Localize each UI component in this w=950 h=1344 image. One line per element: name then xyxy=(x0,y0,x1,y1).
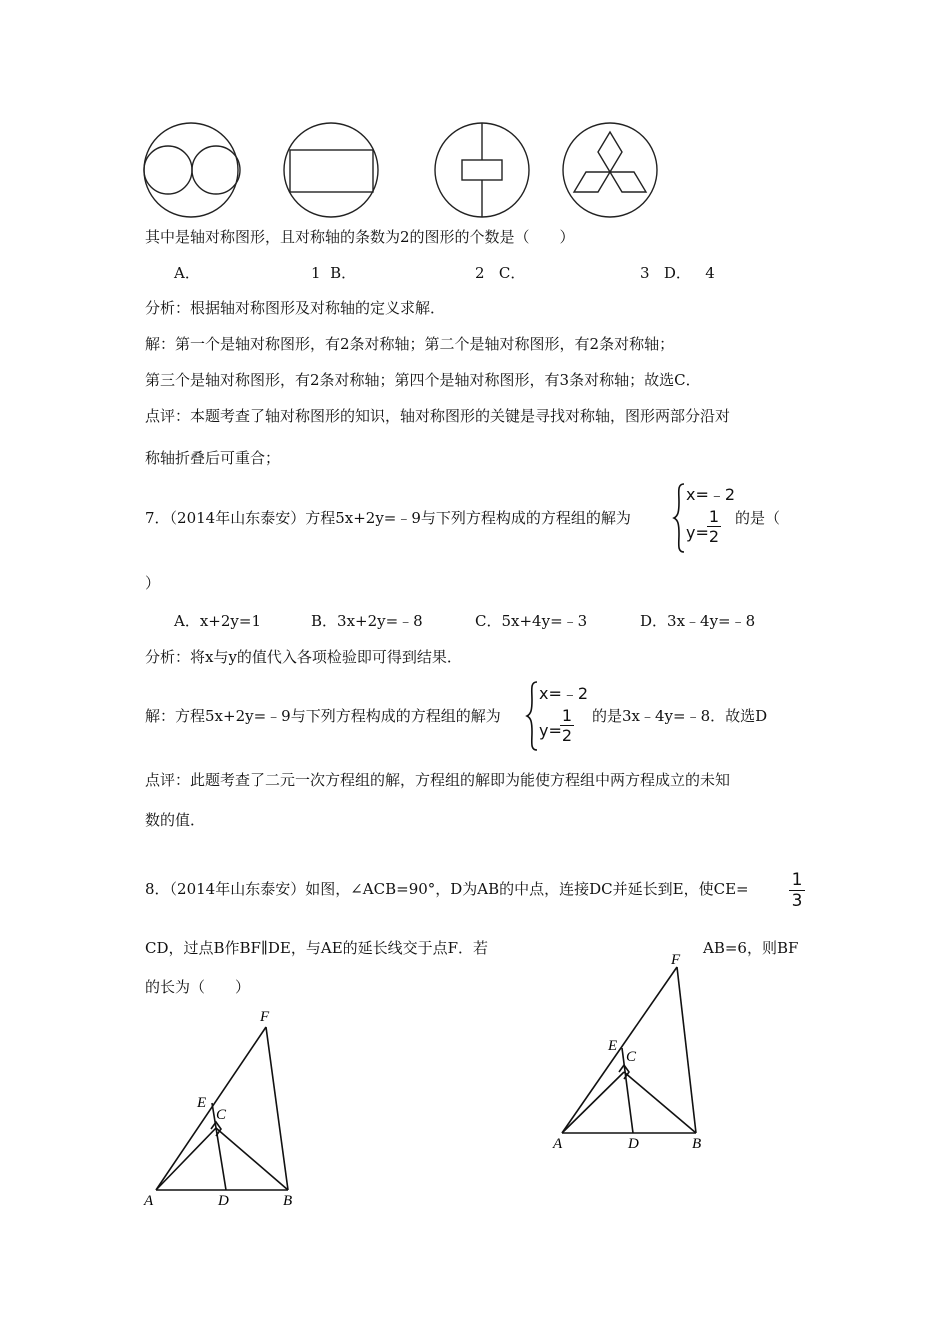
q8-stem-2b: AB=6，则BF xyxy=(703,939,799,957)
q8-stem-3: 的长为（ ） xyxy=(145,978,251,996)
q8-figure-inline xyxy=(550,950,720,1155)
q7-solution-frac-num: 1 xyxy=(561,706,573,725)
q8-figure-main xyxy=(140,1005,310,1215)
q8-main-label-d: D xyxy=(218,1193,229,1209)
q6-option-c xyxy=(475,263,525,283)
q8-main-label-f: F xyxy=(260,1009,270,1025)
q8-fraction xyxy=(789,870,805,911)
q7-solution-tail: 的是3x﹣4y=﹣8．故选D xyxy=(592,707,768,725)
q7-frac-num: 1 xyxy=(708,507,720,526)
q7-sys-y: y= xyxy=(686,523,709,542)
q7-solution-head: 解：方程5x+2y=﹣9与下列方程构成的方程组的解为 xyxy=(145,707,501,725)
q8-inline-label-c: C xyxy=(626,1049,637,1065)
q6-option-a xyxy=(174,263,200,283)
q8-inline-label-a: A xyxy=(553,1136,563,1152)
q6-option-d-value: 4 xyxy=(705,264,715,282)
q8-main-label-b: B xyxy=(283,1193,293,1209)
q7-option-d: D．3x﹣4y=﹣8 xyxy=(640,612,756,630)
q7-solution-fraction xyxy=(560,706,574,745)
q6-option-c-label: C． xyxy=(498,264,526,282)
q7-comment-2: 数的值． xyxy=(145,811,206,829)
q8-frac-den: 3 xyxy=(789,890,805,911)
q6-solution-2: 第三个是轴对称图形，有2条对称轴；第四个是轴对称图形，有3条对称轴；故选C． xyxy=(145,371,701,389)
q6-option-b-value: 2 xyxy=(475,264,485,282)
figure-three-rhombi xyxy=(563,123,657,217)
symmetry-figures xyxy=(140,122,670,222)
q8-main-label-e: E xyxy=(197,1095,207,1111)
q6-option-d xyxy=(640,263,715,283)
figure-two-circles xyxy=(144,123,240,217)
q7-option-c: C．5x+4y=﹣3 xyxy=(475,612,588,630)
q6-comment-2: 称轴折叠后可重合； xyxy=(145,449,281,467)
q7-solution-frac-den: 2 xyxy=(561,726,573,745)
q7-option-a: A．x+2y=1 xyxy=(174,612,261,630)
q7-solution-sys-x: x=﹣2 xyxy=(539,684,589,703)
q7-sys-fraction xyxy=(707,507,721,546)
q7-stem-tail: 的是（ xyxy=(735,509,781,527)
q7-frac-den: 2 xyxy=(708,527,720,546)
q8-frac-num: 1 xyxy=(791,870,803,890)
q7-brace xyxy=(672,482,686,554)
q6-solution-1: 解：第一个是轴对称图形，有2条对称轴；第二个是轴对称图形，有2条对称轴； xyxy=(145,335,675,353)
q8-inline-label-f: F xyxy=(671,952,681,968)
q7-stem: 7．（2014年山东泰安）方程5x+2y=﹣9与下列方程构成的方程组的解为 xyxy=(145,509,631,527)
q6-analysis: 分析：根据轴对称图形及对称轴的定义求解． xyxy=(145,299,446,317)
figure-rectangle xyxy=(284,123,378,217)
q7-solution-sys-y: y= xyxy=(539,721,562,740)
q7-stem-close: ） xyxy=(145,574,161,592)
q7-option-b: B．3x+2y=﹣8 xyxy=(311,612,423,630)
q6-question: 其中是轴对称图形，且对称轴的条数为2的图形的个数是（ ） xyxy=(145,228,575,246)
q8-inline-label-b: B xyxy=(692,1136,702,1152)
q6-option-a-label: A． xyxy=(174,264,200,282)
q7-solution-brace xyxy=(525,680,539,752)
q8-main-label-c: C xyxy=(216,1107,227,1123)
q7-sys-x: x=﹣2 xyxy=(686,485,736,504)
q8-inline-label-e: E xyxy=(608,1038,618,1054)
q8-stem-1: 8．（2014年山东泰安）如图，∠ACB=90°，D为AB的中点，连接DC并延长到E，使CE= xyxy=(145,880,749,898)
q6-comment-1: 点评：本题考查了轴对称图形的知识，轴对称图形的关键是寻找对称轴，图形两部分沿对 xyxy=(145,407,731,425)
q6-option-c-value: 3 xyxy=(640,264,650,282)
q8-main-label-a: A xyxy=(144,1193,154,1209)
figure-line-rect xyxy=(435,123,529,217)
q6-option-d-label: D． xyxy=(663,264,691,282)
q6-option-b-label: B． xyxy=(330,264,357,282)
q8-inline-label-d: D xyxy=(628,1136,639,1152)
q7-comment-1: 点评：此题考查了二元一次方程组的解，方程组的解即为能使方程组中两方程成立的未知 xyxy=(145,771,731,789)
q6-option-a-value: 1 xyxy=(311,264,321,282)
q6-option-b xyxy=(311,263,356,283)
q8-stem-2a: CD，过点B作BF∥DE，与AE的延长线交于点F．若 xyxy=(145,939,489,957)
q7-analysis: 分析：将x与y的值代入各项检验即可得到结果． xyxy=(145,648,462,666)
